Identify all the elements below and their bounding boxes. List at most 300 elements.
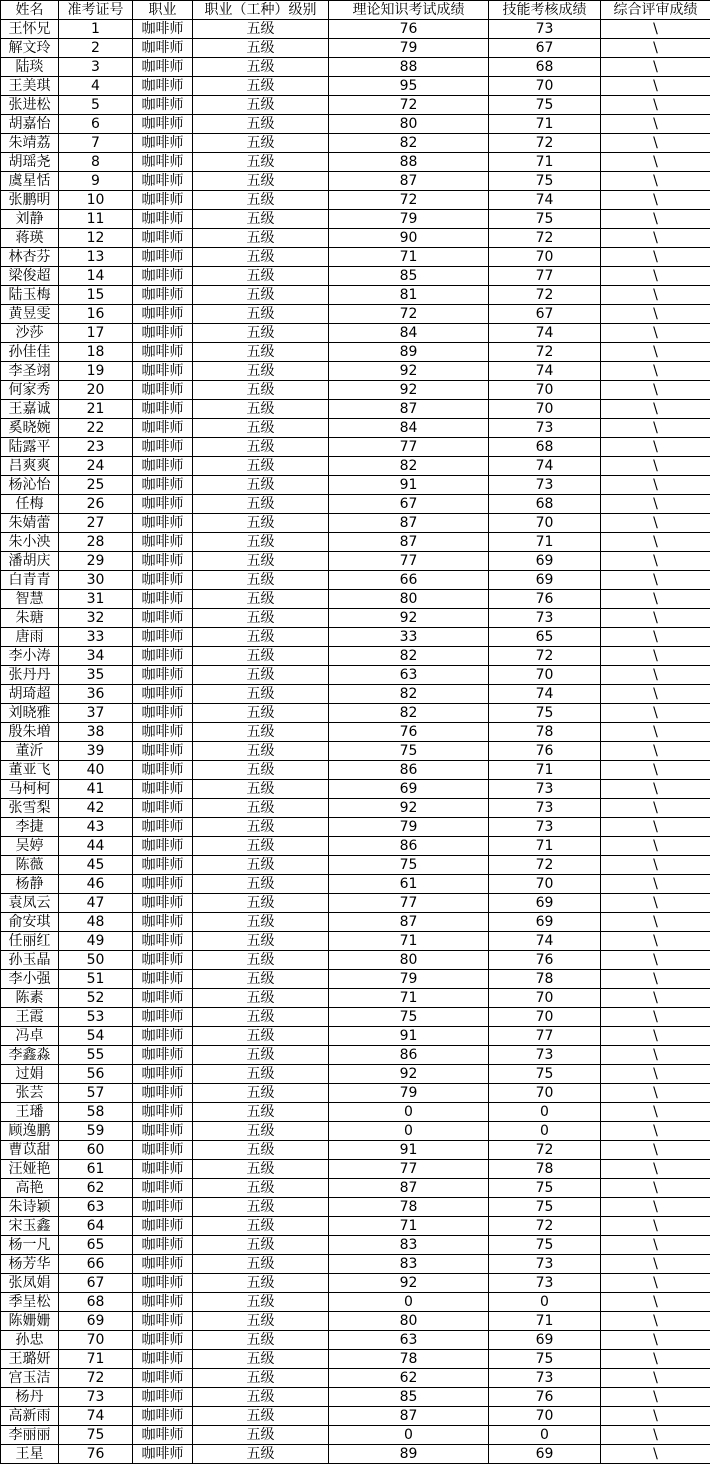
- cell-exam-id: 36: [59, 685, 133, 704]
- table-row: [1, 1122, 710, 1141]
- cell-theory-score: 86: [329, 761, 489, 780]
- cell-occupation: 咖啡师: [133, 1445, 193, 1464]
- cell-skill-score: 0: [489, 1426, 601, 1445]
- cell-occupation: 咖啡师: [133, 1141, 193, 1160]
- table-row: [1, 39, 710, 58]
- table-row: [1, 1160, 710, 1179]
- cell-level: 五级: [193, 1388, 329, 1407]
- cell-name: 高新雨: [1, 1407, 59, 1426]
- cell-skill-score: 73: [489, 1255, 601, 1274]
- cell-exam-id: 6: [59, 115, 133, 134]
- cell-level: 五级: [193, 894, 329, 913]
- cell-review-score: \: [601, 1350, 710, 1369]
- cell-level: 五级: [193, 1122, 329, 1141]
- cell-review-score: \: [601, 77, 710, 96]
- cell-occupation: 咖啡师: [133, 571, 193, 590]
- cell-theory-score: 82: [329, 134, 489, 153]
- table-row: [1, 1312, 710, 1331]
- cell-theory-score: 71: [329, 932, 489, 951]
- table-row: [1, 514, 710, 533]
- cell-level: 五级: [193, 799, 329, 818]
- table-row: [1, 191, 710, 210]
- cell-skill-score: 73: [489, 1369, 601, 1388]
- cell-occupation: 咖啡师: [133, 533, 193, 552]
- cell-theory-score: 61: [329, 875, 489, 894]
- cell-name: 季呈松: [1, 1293, 59, 1312]
- cell-occupation: 咖啡师: [133, 305, 193, 324]
- cell-review-score: \: [601, 1198, 710, 1217]
- header-theory-score: 理论知识考试成绩: [329, 1, 489, 20]
- cell-skill-score: 68: [489, 58, 601, 77]
- cell-theory-score: 87: [329, 514, 489, 533]
- table-row: [1, 856, 710, 875]
- cell-occupation: 咖啡师: [133, 1198, 193, 1217]
- cell-name: 高艳: [1, 1179, 59, 1198]
- cell-theory-score: 87: [329, 913, 489, 932]
- cell-name: 宋玉鑫: [1, 1217, 59, 1236]
- cell-level: 五级: [193, 1236, 329, 1255]
- cell-name: 唐雨: [1, 628, 59, 647]
- cell-skill-score: 76: [489, 1388, 601, 1407]
- cell-skill-score: 70: [489, 1407, 601, 1426]
- cell-occupation: 咖啡师: [133, 1388, 193, 1407]
- cell-theory-score: 79: [329, 1084, 489, 1103]
- cell-name: 刘静: [1, 210, 59, 229]
- cell-name: 胡琦超: [1, 685, 59, 704]
- cell-exam-id: 63: [59, 1198, 133, 1217]
- cell-occupation: 咖啡师: [133, 894, 193, 913]
- cell-theory-score: 0: [329, 1293, 489, 1312]
- cell-skill-score: 71: [489, 533, 601, 552]
- cell-theory-score: 91: [329, 1141, 489, 1160]
- cell-exam-id: 72: [59, 1369, 133, 1388]
- cell-review-score: \: [601, 438, 710, 457]
- cell-name: 张芸: [1, 1084, 59, 1103]
- cell-occupation: 咖啡师: [133, 400, 193, 419]
- cell-exam-id: 11: [59, 210, 133, 229]
- cell-name: 奚晓婉: [1, 419, 59, 438]
- cell-review-score: \: [601, 1236, 710, 1255]
- table-row: [1, 1179, 710, 1198]
- cell-name: 任丽红: [1, 932, 59, 951]
- cell-exam-id: 28: [59, 533, 133, 552]
- cell-occupation: 咖啡师: [133, 210, 193, 229]
- cell-review-score: \: [601, 704, 710, 723]
- cell-theory-score: 87: [329, 172, 489, 191]
- cell-review-score: \: [601, 799, 710, 818]
- cell-theory-score: 77: [329, 1160, 489, 1179]
- table-row: [1, 1255, 710, 1274]
- table-row: [1, 1046, 710, 1065]
- cell-occupation: 咖啡师: [133, 134, 193, 153]
- cell-skill-score: 73: [489, 799, 601, 818]
- cell-review-score: \: [601, 1179, 710, 1198]
- cell-skill-score: 71: [489, 1312, 601, 1331]
- cell-skill-score: 67: [489, 305, 601, 324]
- cell-name: 孙佳佳: [1, 343, 59, 362]
- cell-skill-score: 75: [489, 96, 601, 115]
- cell-review-score: \: [601, 1122, 710, 1141]
- cell-name: 吴婷: [1, 837, 59, 856]
- cell-skill-score: 75: [489, 1065, 601, 1084]
- cell-name: 沙莎: [1, 324, 59, 343]
- cell-level: 五级: [193, 1046, 329, 1065]
- cell-skill-score: 73: [489, 818, 601, 837]
- cell-skill-score: 76: [489, 590, 601, 609]
- cell-review-score: \: [601, 533, 710, 552]
- cell-occupation: 咖啡师: [133, 457, 193, 476]
- cell-skill-score: 65: [489, 628, 601, 647]
- cell-skill-score: 74: [489, 362, 601, 381]
- cell-skill-score: 74: [489, 324, 601, 343]
- cell-theory-score: 72: [329, 96, 489, 115]
- cell-theory-score: 92: [329, 799, 489, 818]
- cell-occupation: 咖啡师: [133, 704, 193, 723]
- cell-exam-id: 17: [59, 324, 133, 343]
- cell-occupation: 咖啡师: [133, 1350, 193, 1369]
- cell-level: 五级: [193, 514, 329, 533]
- cell-review-score: \: [601, 742, 710, 761]
- cell-exam-id: 49: [59, 932, 133, 951]
- cell-level: 五级: [193, 1065, 329, 1084]
- cell-occupation: 咖啡师: [133, 248, 193, 267]
- cell-theory-score: 82: [329, 647, 489, 666]
- cell-exam-id: 65: [59, 1236, 133, 1255]
- cell-skill-score: 72: [489, 647, 601, 666]
- table-row: [1, 533, 710, 552]
- cell-name: 梁俊超: [1, 267, 59, 286]
- cell-skill-score: 74: [489, 685, 601, 704]
- table-row: [1, 989, 710, 1008]
- cell-exam-id: 61: [59, 1160, 133, 1179]
- cell-exam-id: 76: [59, 1445, 133, 1464]
- cell-exam-id: 74: [59, 1407, 133, 1426]
- cell-review-score: \: [601, 818, 710, 837]
- cell-level: 五级: [193, 932, 329, 951]
- cell-review-score: \: [601, 305, 710, 324]
- cell-theory-score: 87: [329, 1407, 489, 1426]
- cell-occupation: 咖啡师: [133, 267, 193, 286]
- cell-skill-score: 73: [489, 476, 601, 495]
- cell-skill-score: 69: [489, 1331, 601, 1350]
- cell-exam-id: 57: [59, 1084, 133, 1103]
- cell-occupation: 咖啡师: [133, 381, 193, 400]
- cell-theory-score: 75: [329, 742, 489, 761]
- cell-exam-id: 20: [59, 381, 133, 400]
- cell-level: 五级: [193, 780, 329, 799]
- cell-review-score: \: [601, 1445, 710, 1464]
- cell-skill-score: 72: [489, 1217, 601, 1236]
- cell-level: 五级: [193, 685, 329, 704]
- cell-theory-score: 80: [329, 115, 489, 134]
- cell-exam-id: 62: [59, 1179, 133, 1198]
- cell-skill-score: 73: [489, 609, 601, 628]
- cell-review-score: \: [601, 58, 710, 77]
- cell-skill-score: 70: [489, 400, 601, 419]
- cell-theory-score: 85: [329, 1388, 489, 1407]
- cell-theory-score: 76: [329, 723, 489, 742]
- cell-exam-id: 48: [59, 913, 133, 932]
- cell-review-score: \: [601, 134, 710, 153]
- cell-exam-id: 59: [59, 1122, 133, 1141]
- cell-review-score: \: [601, 1293, 710, 1312]
- cell-level: 五级: [193, 438, 329, 457]
- table-row: [1, 932, 710, 951]
- table-row: [1, 970, 710, 989]
- table-row: [1, 742, 710, 761]
- cell-name: 何家秀: [1, 381, 59, 400]
- cell-theory-score: 63: [329, 666, 489, 685]
- cell-level: 五级: [193, 742, 329, 761]
- cell-skill-score: 70: [489, 666, 601, 685]
- table-row: [1, 1084, 710, 1103]
- cell-theory-score: 77: [329, 894, 489, 913]
- cell-review-score: \: [601, 381, 710, 400]
- cell-theory-score: 71: [329, 1217, 489, 1236]
- cell-level: 五级: [193, 476, 329, 495]
- cell-level: 五级: [193, 1027, 329, 1046]
- cell-occupation: 咖啡师: [133, 77, 193, 96]
- cell-review-score: \: [601, 932, 710, 951]
- cell-name: 杨沁怡: [1, 476, 59, 495]
- cell-review-score: \: [601, 951, 710, 970]
- cell-level: 五级: [193, 400, 329, 419]
- cell-name: 任梅: [1, 495, 59, 514]
- cell-review-score: \: [601, 324, 710, 343]
- table-row: [1, 818, 710, 837]
- cell-level: 五级: [193, 457, 329, 476]
- cell-occupation: 咖啡师: [133, 742, 193, 761]
- cell-occupation: 咖啡师: [133, 229, 193, 248]
- cell-review-score: \: [601, 1141, 710, 1160]
- table-row: [1, 1350, 710, 1369]
- cell-level: 五级: [193, 381, 329, 400]
- table-row: [1, 362, 710, 381]
- cell-theory-score: 88: [329, 153, 489, 172]
- cell-name: 俞安琪: [1, 913, 59, 932]
- table-row: [1, 210, 710, 229]
- table-row: [1, 799, 710, 818]
- table-row: [1, 1198, 710, 1217]
- cell-occupation: 咖啡师: [133, 913, 193, 932]
- cell-occupation: 咖啡师: [133, 514, 193, 533]
- cell-exam-id: 14: [59, 267, 133, 286]
- cell-level: 五级: [193, 134, 329, 153]
- cell-theory-score: 75: [329, 1008, 489, 1027]
- cell-occupation: 咖啡师: [133, 609, 193, 628]
- header-review-score: 综合评审成绩: [601, 1, 710, 20]
- cell-skill-score: 74: [489, 191, 601, 210]
- cell-review-score: \: [601, 96, 710, 115]
- cell-review-score: \: [601, 894, 710, 913]
- cell-review-score: \: [601, 1065, 710, 1084]
- table-row: [1, 780, 710, 799]
- cell-skill-score: 70: [489, 1008, 601, 1027]
- cell-skill-score: 71: [489, 153, 601, 172]
- cell-name: 解文玲: [1, 39, 59, 58]
- cell-skill-score: 68: [489, 438, 601, 457]
- cell-name: 王嘉诚: [1, 400, 59, 419]
- table-row: [1, 153, 710, 172]
- cell-occupation: 咖啡师: [133, 590, 193, 609]
- cell-name: 张凤娟: [1, 1274, 59, 1293]
- cell-level: 五级: [193, 362, 329, 381]
- cell-level: 五级: [193, 1274, 329, 1293]
- table-row: [1, 267, 710, 286]
- cell-occupation: 咖啡师: [133, 1103, 193, 1122]
- cell-level: 五级: [193, 286, 329, 305]
- cell-name: 杨静: [1, 875, 59, 894]
- cell-review-score: \: [601, 514, 710, 533]
- table-row: [1, 20, 710, 39]
- table-row: [1, 590, 710, 609]
- cell-exam-id: 26: [59, 495, 133, 514]
- cell-name: 蒋瑛: [1, 229, 59, 248]
- table-row: [1, 1065, 710, 1084]
- cell-review-score: \: [601, 1331, 710, 1350]
- cell-skill-score: 69: [489, 894, 601, 913]
- cell-review-score: \: [601, 476, 710, 495]
- cell-occupation: 咖啡师: [133, 875, 193, 894]
- cell-skill-score: 69: [489, 913, 601, 932]
- cell-skill-score: 0: [489, 1293, 601, 1312]
- cell-occupation: 咖啡师: [133, 286, 193, 305]
- cell-theory-score: 92: [329, 362, 489, 381]
- cell-occupation: 咖啡师: [133, 818, 193, 837]
- cell-level: 五级: [193, 20, 329, 39]
- cell-review-score: \: [601, 628, 710, 647]
- cell-level: 五级: [193, 39, 329, 58]
- cell-review-score: \: [601, 210, 710, 229]
- cell-theory-score: 80: [329, 590, 489, 609]
- cell-exam-id: 43: [59, 818, 133, 837]
- cell-skill-score: 72: [489, 343, 601, 362]
- cell-level: 五级: [193, 647, 329, 666]
- cell-exam-id: 19: [59, 362, 133, 381]
- cell-theory-score: 84: [329, 419, 489, 438]
- cell-occupation: 咖啡师: [133, 96, 193, 115]
- cell-occupation: 咖啡师: [133, 666, 193, 685]
- cell-skill-score: 72: [489, 286, 601, 305]
- cell-exam-id: 23: [59, 438, 133, 457]
- cell-occupation: 咖啡师: [133, 552, 193, 571]
- cell-occupation: 咖啡师: [133, 856, 193, 875]
- cell-level: 五级: [193, 1407, 329, 1426]
- cell-theory-score: 92: [329, 1065, 489, 1084]
- cell-theory-score: 69: [329, 780, 489, 799]
- cell-name: 李圣翊: [1, 362, 59, 381]
- header-name: 姓名: [1, 1, 59, 20]
- cell-occupation: 咖啡师: [133, 628, 193, 647]
- cell-name: 王霞: [1, 1008, 59, 1027]
- cell-level: 五级: [193, 533, 329, 552]
- table-row: [1, 96, 710, 115]
- cell-occupation: 咖啡师: [133, 1407, 193, 1426]
- cell-level: 五级: [193, 1312, 329, 1331]
- cell-theory-score: 92: [329, 1274, 489, 1293]
- cell-theory-score: 80: [329, 1312, 489, 1331]
- cell-exam-id: 73: [59, 1388, 133, 1407]
- cell-occupation: 咖啡师: [133, 20, 193, 39]
- cell-occupation: 咖啡师: [133, 115, 193, 134]
- cell-theory-score: 0: [329, 1426, 489, 1445]
- cell-skill-score: 77: [489, 1027, 601, 1046]
- cell-level: 五级: [193, 666, 329, 685]
- cell-exam-id: 68: [59, 1293, 133, 1312]
- table-row: [1, 1407, 710, 1426]
- cell-occupation: 咖啡师: [133, 1426, 193, 1445]
- cell-level: 五级: [193, 1179, 329, 1198]
- cell-occupation: 咖啡师: [133, 153, 193, 172]
- cell-level: 五级: [193, 970, 329, 989]
- cell-theory-score: 82: [329, 457, 489, 476]
- cell-skill-score: 71: [489, 761, 601, 780]
- cell-review-score: \: [601, 552, 710, 571]
- cell-exam-id: 42: [59, 799, 133, 818]
- cell-review-score: \: [601, 590, 710, 609]
- table-row: [1, 875, 710, 894]
- cell-review-score: \: [601, 1008, 710, 1027]
- cell-occupation: 咖啡师: [133, 780, 193, 799]
- cell-level: 五级: [193, 1160, 329, 1179]
- table-row: [1, 1008, 710, 1027]
- cell-review-score: \: [601, 1046, 710, 1065]
- cell-name: 陈姗姗: [1, 1312, 59, 1331]
- cell-occupation: 咖啡师: [133, 1160, 193, 1179]
- table-row: [1, 1217, 710, 1236]
- cell-theory-score: 89: [329, 1445, 489, 1464]
- cell-review-score: \: [601, 1103, 710, 1122]
- cell-skill-score: 68: [489, 495, 601, 514]
- cell-name: 李鑫淼: [1, 1046, 59, 1065]
- cell-occupation: 咖啡师: [133, 1236, 193, 1255]
- cell-theory-score: 33: [329, 628, 489, 647]
- cell-occupation: 咖啡师: [133, 647, 193, 666]
- cell-occupation: 咖啡师: [133, 39, 193, 58]
- cell-skill-score: 75: [489, 172, 601, 191]
- cell-skill-score: 72: [489, 229, 601, 248]
- cell-review-score: \: [601, 39, 710, 58]
- cell-occupation: 咖啡师: [133, 932, 193, 951]
- cell-occupation: 咖啡师: [133, 1274, 193, 1293]
- table-row: [1, 438, 710, 457]
- cell-exam-id: 15: [59, 286, 133, 305]
- cell-skill-score: 75: [489, 704, 601, 723]
- cell-occupation: 咖啡师: [133, 362, 193, 381]
- cell-review-score: \: [601, 20, 710, 39]
- cell-occupation: 咖啡师: [133, 1008, 193, 1027]
- cell-skill-score: 78: [489, 1160, 601, 1179]
- cell-skill-score: 70: [489, 875, 601, 894]
- table-row: [1, 134, 710, 153]
- cell-exam-id: 64: [59, 1217, 133, 1236]
- cell-level: 五级: [193, 989, 329, 1008]
- cell-level: 五级: [193, 1103, 329, 1122]
- cell-name: 李小涛: [1, 647, 59, 666]
- table-row: [1, 58, 710, 77]
- cell-level: 五级: [193, 77, 329, 96]
- cell-occupation: 咖啡师: [133, 1217, 193, 1236]
- cell-exam-id: 41: [59, 780, 133, 799]
- cell-name: 吕爽爽: [1, 457, 59, 476]
- table-row: [1, 77, 710, 96]
- cell-skill-score: 70: [489, 1084, 601, 1103]
- cell-exam-id: 37: [59, 704, 133, 723]
- cell-theory-score: 77: [329, 552, 489, 571]
- cell-exam-id: 16: [59, 305, 133, 324]
- cell-theory-score: 88: [329, 58, 489, 77]
- cell-theory-score: 86: [329, 1046, 489, 1065]
